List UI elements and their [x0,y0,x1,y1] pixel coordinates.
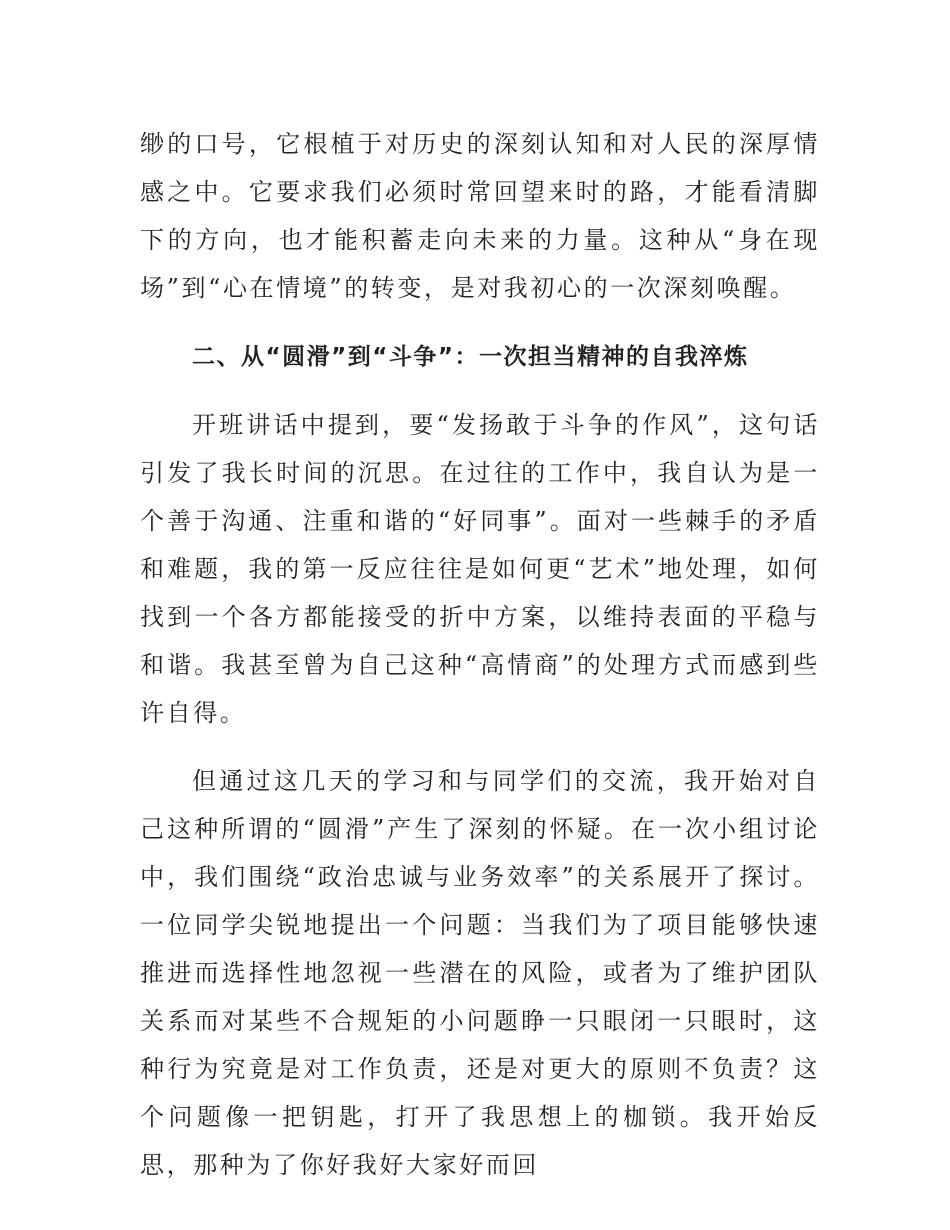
spacer [140,737,820,757]
paragraph-reflection: 但通过这几天的学习和与同学们的交流，我开始对自己这种所谓的“圆滑”产生了深刻的怀疑。在一次小组讨论中，我们围绕“政治忠诚与业务效率”的关系展开了探讨。一位同学尖锐地提出一个问题：当我们为了项目能够快速推进而选择性地忽视一些潜在的风险，或者为了维护团队关系而对某些不合规矩的小问题睁一只眼闭一只眼时，这种行为究竟是对工作负责，还是对更大的原则不负责？这个问题像一把钥匙，打开了我思想上的枷锁。我开始反思，那种为了你好我好大家好而回 [140,767,820,1179]
section-heading: 二、从“圆滑”到“斗争”：一次担当精神的自我淬炼 [192,344,749,370]
paragraph-struggle-spirit: 开班讲话中提到，要“发扬敢于斗争的作风”，这句话引发了我长时间的沉思。在过往的工作中，我自认为是一个善于沟通、注重和谐的“好同事”。面对一些棘手的矛盾和难题，我的第一反应往往是如何更“艺术”地处理，如何找到一个各方都能接受的折中方案，以维持表面的平稳与和谐。我甚至曾为自己这种“高情商”的处理方式而感到些许自得。 [140,411,820,727]
spacer [140,312,820,333]
spacer [140,381,820,401]
paragraph-continuation: 缈的口号，它根植于对历史的深刻认知和对人民的深厚情感之中。它要求我们必须时常回望来时的路，才能看清脚下的方向，也才能积蓄走向未来的力量。这种从“身在现场”到“心在情境”的转变，是对我初心的一次深刻唤醒。 [140,130,820,302]
document-body [140,120,820,1189]
